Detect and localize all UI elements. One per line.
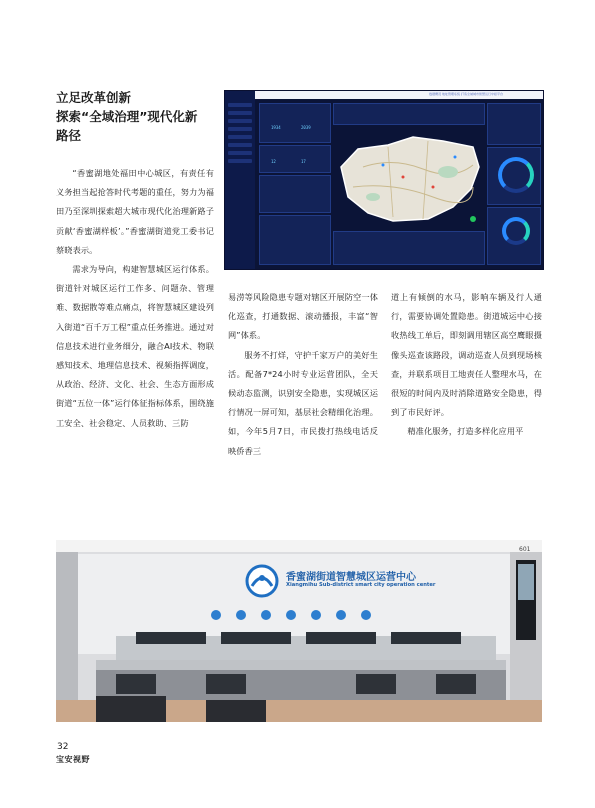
body-column-1 [56,164,214,433]
dashboard-panel [259,103,331,143]
dashboard-nav-item [228,151,252,155]
page-number: 32 [57,742,69,752]
dashboard-number: 17 [301,159,306,164]
dashboard-topbar [255,91,543,99]
dashboard-number: 2039 [301,125,311,130]
paragraph: 精准化服务，打造多样化应用平 [407,426,524,437]
paragraph: 需求为导向，构建智慧城区运行体系。街道针对城区运行工作多、问题杂、管理难、数据散等难点痛点，将智慧城区建设列入街道“百千万工程”重点任务推进。通过对信息技术进行业务细分，融合AI技术、物联感知技术、地理信息技术、视频指挥调度，从政治、经济、文化、社会、生态方面形成街道“五位一体”运行体征指标体系，围绕施工安全、社会稳定、人员救助、三防 [56,264,214,428]
dashboard-panel [333,103,485,125]
paragraph: 服务不打烊，守护千家万户的美好生活。配备7*24小时专业运营团队，全天候动态监测，识别安全隐患，实现城区运行情况一屏可知，基层社会精细化治理。如，今年5月7日，市民拨打热线电话反映侨香三 [228,349,378,456]
dashboard-top-text: 数据概况 地址管理系统 打造全域城市智慧运行中枢平台 [429,92,503,96]
dashboard-sidebar [225,91,255,269]
body-column-2 [228,288,378,461]
dashboard-panel [259,175,331,213]
center-name-sign: 香蜜湖街道智慧城区运营中心 [286,572,416,583]
body-column-3 [391,288,542,442]
dashboard-panel [487,103,541,145]
dashboard-nav-item [228,103,252,107]
title-line-3: 路径 [56,128,82,143]
dashboard-panel [259,145,331,173]
donut-chart-icon [502,217,530,245]
dashboard-number: 1934 [271,125,281,130]
dashboard-nav-item [228,135,252,139]
room-number: 601 [519,546,531,553]
dashboard-panel [259,215,331,265]
title-line-1: 立足改革创新 [56,90,132,105]
paragraph: 道上有倾倒的水马，影响车辆及行人通行，需要协调处置隐患。街道城运中心接收热线工单后，即刻调用辖区高空鹰眼摄像头巡查该路段，调动巡查人员到现场核查，并联系项目工地责任人整理水马，在很短的时间内及时消除道路安全隐患，得到了市民好评。 [391,292,542,418]
dashboard-nav-item [228,127,252,131]
operation-center-photo [56,540,542,722]
paragraph: “香蜜湖地处福田中心城区，有责任有义务担当起抢答时代考题的重任，努力为福田乃至深圳探索超大城市现代化治理新路子贡献‘香蜜湖样板’。”香蜜湖街道党工委书记蔡晓表示。 [56,168,214,255]
dashboard-screenshot [224,90,544,270]
donut-chart-icon [498,157,534,193]
dashboard-number: 12 [271,159,276,164]
paragraph: 易涝等风险隐患专题对辖区开展防空一体化巡查，打通数据、滚动播报，丰富“智网”体系。 [228,292,378,341]
title-line-2: 探索“全域治理”现代化新 [56,109,198,124]
dashboard-nav-item [228,111,252,115]
magazine-name: 宝安视野 [56,754,90,764]
dashboard-nav-item [228,119,252,123]
district-map [333,127,483,227]
center-name-en-sign: Xiangmihu Sub-district smart city operation center [286,582,436,588]
article-title [56,88,216,145]
dashboard-nav-item [228,159,252,163]
dashboard-nav-item [228,143,252,147]
dashboard-panel [333,231,485,265]
